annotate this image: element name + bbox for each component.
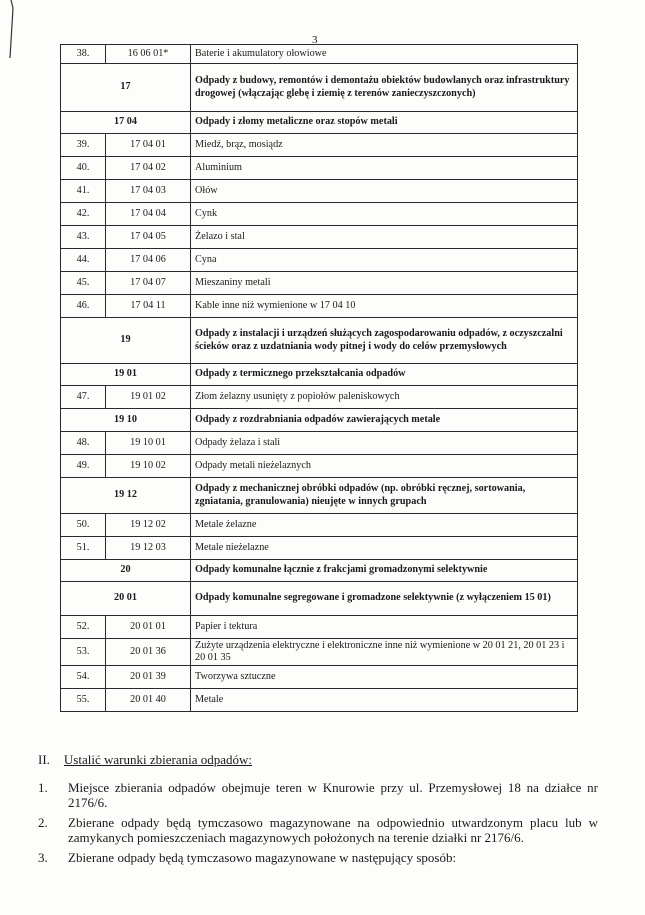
- table-group-row: [61, 112, 578, 134]
- waste-description: Ołów: [191, 180, 578, 203]
- conditions-section: [38, 752, 598, 870]
- group-code: 19 10: [61, 409, 191, 432]
- group-description: Odpady z mechanicznej obróbki odpadów (np. obróbki ręcznej, sortowania, zgniatania, granulowania) nieujęte w innych grupach: [191, 478, 578, 514]
- row-number: 39.: [61, 134, 106, 157]
- condition-number: 3.: [38, 849, 48, 865]
- waste-description: Tworzywa sztuczne: [191, 666, 578, 689]
- row-number: 41.: [61, 180, 106, 203]
- table-row: [61, 295, 578, 318]
- waste-code: 19 01 02: [106, 386, 191, 409]
- waste-description: Złom żelazny usunięty z popiołów paleniskowych: [191, 386, 578, 409]
- waste-code: 17 04 01: [106, 134, 191, 157]
- waste-code: 16 06 01*: [106, 45, 191, 64]
- group-description: Odpady z budowy, remontów i demontażu obiektów budowlanych oraz infrastruktury drogowej (włączając glebę i ziemię z terenów zanieczyszczonych): [191, 64, 578, 112]
- waste-code: 17 04 11: [106, 295, 191, 318]
- waste-description: Odpady żelaza i stali: [191, 432, 578, 455]
- group-code: 19 12: [61, 478, 191, 514]
- table-row: [61, 272, 578, 295]
- waste-code: 19 12 03: [106, 537, 191, 560]
- table-group-row: [61, 582, 578, 616]
- waste-code: 17 04 07: [106, 272, 191, 295]
- table-row: [61, 134, 578, 157]
- table-group-row: [61, 364, 578, 386]
- table-row: [61, 537, 578, 560]
- condition-number: 1.: [38, 779, 48, 795]
- waste-description: Kable inne niż wymienione w 17 04 10: [191, 295, 578, 318]
- waste-description: Metale nieżelazne: [191, 537, 578, 560]
- row-number: 44.: [61, 249, 106, 272]
- table-row: [61, 180, 578, 203]
- table-row: [61, 616, 578, 639]
- group-code: 19 01: [61, 364, 191, 386]
- table-group-row: [61, 409, 578, 432]
- table-row: [61, 455, 578, 478]
- waste-description: Aluminium: [191, 157, 578, 180]
- condition-text: Zbierane odpady będą tymczasowo magazynowane na odpowiednio utwardzonym placu lub w zamykanych pomieszczeniach magazynowych położonych na terenie działki nr 2176/6.: [68, 814, 598, 846]
- waste-description: Cynk: [191, 203, 578, 226]
- row-number: 54.: [61, 666, 106, 689]
- row-number: 47.: [61, 386, 106, 409]
- condition-text: Zbierane odpady będą tymczasowo magazynowane w następujący sposób:: [68, 849, 457, 865]
- row-number: 40.: [61, 157, 106, 180]
- waste-description: Żelazo i stal: [191, 226, 578, 249]
- waste-description: Miedź, brąz, mosiądz: [191, 134, 578, 157]
- table-row: [61, 203, 578, 226]
- row-number: 38.: [61, 45, 106, 64]
- row-number: 50.: [61, 514, 106, 537]
- row-number: 42.: [61, 203, 106, 226]
- waste-code: 17 04 02: [106, 157, 191, 180]
- group-description: Odpady komunalne łącznie z frakcjami gromadzonymi selektywnie: [191, 560, 578, 582]
- row-number: 45.: [61, 272, 106, 295]
- row-number: 51.: [61, 537, 106, 560]
- waste-code: 17 04 04: [106, 203, 191, 226]
- group-description: Odpady z rozdrabniania odpadów zawierających metale: [191, 409, 578, 432]
- condition-text: Miejsce zbierania odpadów obejmuje teren w Knurowie przy ul. Przemysłowej 18 na działce nr 2176/6.: [68, 779, 598, 811]
- condition-item: [38, 850, 598, 866]
- waste-description: Baterie i akumulatory ołowiowe: [191, 45, 578, 64]
- condition-number: 2.: [38, 814, 48, 830]
- waste-code: 19 10 01: [106, 432, 191, 455]
- waste-code: 17 04 06: [106, 249, 191, 272]
- waste-code: 19 12 02: [106, 514, 191, 537]
- waste-code: 20 01 36: [106, 639, 191, 666]
- group-code: 17 04: [61, 112, 191, 134]
- waste-description: Papier i tektura: [191, 616, 578, 639]
- table-group-row: [61, 560, 578, 582]
- table-row: [61, 514, 578, 537]
- section-numeral: II.: [38, 752, 50, 767]
- row-number: 48.: [61, 432, 106, 455]
- row-number: 53.: [61, 639, 106, 666]
- waste-description: Mieszaniny metali: [191, 272, 578, 295]
- group-code: 17: [61, 64, 191, 112]
- waste-description: Metale: [191, 689, 578, 712]
- table-row: [61, 689, 578, 712]
- row-number: 43.: [61, 226, 106, 249]
- waste-code: 17 04 05: [106, 226, 191, 249]
- table-group-row: [61, 64, 578, 112]
- section-title: Ustalić warunki zbierania odpadów:: [63, 752, 252, 767]
- row-number: 46.: [61, 295, 106, 318]
- waste-code: 17 04 03: [106, 180, 191, 203]
- table-row: [61, 249, 578, 272]
- waste-code: 20 01 40: [106, 689, 191, 712]
- group-description: Odpady i złomy metaliczne oraz stopów metali: [191, 112, 578, 134]
- row-number: 55.: [61, 689, 106, 712]
- waste-code: 20 01 01: [106, 616, 191, 639]
- waste-code: 19 10 02: [106, 455, 191, 478]
- table-row: [61, 666, 578, 689]
- table-group-row: [61, 318, 578, 364]
- waste-description: Metale żelazne: [191, 514, 578, 537]
- page-number: 3: [312, 34, 318, 46]
- waste-code: 20 01 39: [106, 666, 191, 689]
- waste-description: Zużyte urządzenia elektryczne i elektroniczne inne niż wymienione w 20 01 21, 20 01 23 i 20 01 35: [191, 639, 578, 666]
- section-heading: [38, 752, 598, 768]
- group-code: 20 01: [61, 582, 191, 616]
- condition-item: [38, 815, 598, 846]
- group-description: Odpady z instalacji i urządzeń służących zagospodarowaniu odpadów, z oczyszczalni ścieków oraz z uzdatniania wody pitnej i wody do celów przemysłowych: [191, 318, 578, 364]
- group-code: 19: [61, 318, 191, 364]
- table-row: [61, 45, 578, 64]
- table-row: [61, 386, 578, 409]
- condition-item: [38, 780, 598, 811]
- waste-description: Cyna: [191, 249, 578, 272]
- group-code: 20: [61, 560, 191, 582]
- table-row: [61, 226, 578, 249]
- waste-description: Odpady metali nieżelaznych: [191, 455, 578, 478]
- table-row: [61, 157, 578, 180]
- waste-codes-table: [60, 44, 578, 712]
- scan-edge-mark: [2, 0, 16, 60]
- group-description: Odpady z termicznego przekształcania odpadów: [191, 364, 578, 386]
- table-row: [61, 432, 578, 455]
- row-number: 49.: [61, 455, 106, 478]
- conditions-list: [38, 780, 598, 866]
- group-description: Odpady komunalne segregowane i gromadzone selektywnie (z wyłączeniem 15 01): [191, 582, 578, 616]
- table-group-row: [61, 478, 578, 514]
- table-row: [61, 639, 578, 666]
- row-number: 52.: [61, 616, 106, 639]
